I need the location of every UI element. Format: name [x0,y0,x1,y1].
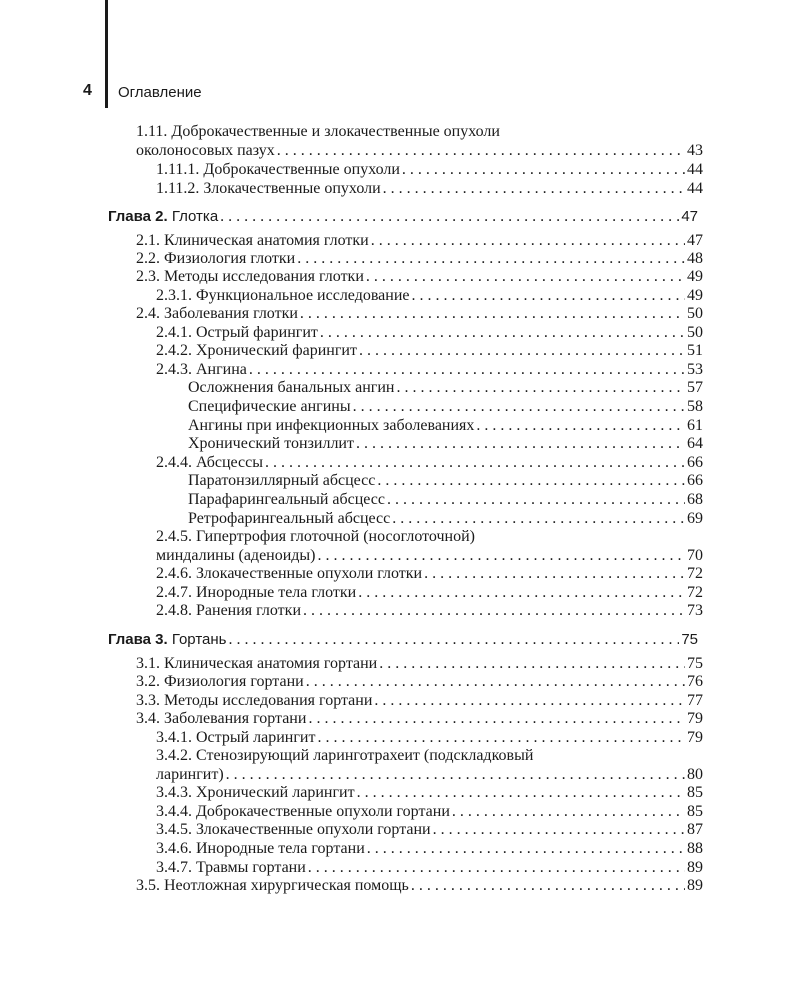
toc-entry[interactable]: Парафарингеальный абсцесс . . . 68 [188,490,703,509]
toc-entry[interactable]: Ретрофарингеальный абсцесс . . . 69 [188,509,703,528]
toc-entry[interactable]: Специфические ангины . . . 58 [188,397,703,416]
toc-entry[interactable]: 2.4.1. Острый фарингит . . . 50 [156,323,703,342]
toc-entry[interactable]: 2.1. Клиническая анатомия глотки . . . 47 [136,231,703,250]
toc-entry[interactable]: 3.4.7. Травмы гортани . . . 89 [156,858,703,877]
toc-entry[interactable]: 3.4.6. Инородные тела гортани . . . 88 [156,839,703,858]
toc-entry[interactable]: 3.4.4. Доброкачественные опухоли гортани . . . 85 [156,802,703,821]
toc-entry[interactable]: 3.2. Физиология гортани . . . 76 [136,672,703,691]
chapter-title: Глотка [171,208,219,225]
toc-entry[interactable]: околоносовых пазух . . . 43 [136,141,703,160]
toc-entry[interactable]: 3.1. Клиническая анатомия гортани . . . 75 [136,654,703,673]
toc-entry[interactable]: 3.4. Заболевания гортани . . . 79 [136,709,703,728]
toc-entry[interactable]: 3.5. Неотложная хирургическая помощь . . . 89 [136,876,703,895]
toc-entry-line1[interactable]: 1.11. Доброкачественные и злокачественные опухоли [136,123,500,140]
toc-entry[interactable]: 2.4.6. Злокачественные опухоли глотки . . . 72 [156,564,703,583]
toc-entry[interactable]: 2.4.2. Хронический фарингит . . . 51 [156,341,703,360]
toc-entry[interactable]: 2.4.4. Абсцессы . . . 66 [156,453,703,472]
toc-entry-line1[interactable]: 3.4.2. Стенозирующий ларинготрахеит (подскладковый [156,747,534,764]
chapter-label: Глава 2. [108,208,168,225]
toc-entry[interactable]: Паратонзиллярный абсцесс . . . 66 [188,471,703,490]
toc-entry[interactable]: 2.3.1. Функциональное исследование . . . 49 [156,286,703,305]
toc-entry[interactable]: миндалины (аденоиды) . . . 70 [156,546,703,565]
toc-chapter-2[interactable]: Глава 2. Глотка . . . 47 [108,207,698,226]
margin-rule [105,0,108,108]
toc-entry[interactable]: 2.2. Физиология глотки . . . 48 [136,249,703,268]
toc-entry[interactable]: 1.11.1. Доброкачественные опухоли . . . 44 [156,160,703,179]
toc-entry[interactable]: 1.11.2. Злокачественные опухоли . . . 44 [156,179,703,198]
toc-entry[interactable]: 3.4.3. Хронический ларингит . . . 85 [156,783,703,802]
toc-entry[interactable]: 3.3. Методы исследования гортани . . . 77 [136,691,703,710]
toc-entry[interactable]: 3.4.1. Острый ларингит . . . 79 [156,728,703,747]
toc-entry[interactable]: 2.3. Методы исследования глотки . . . 49 [136,267,703,286]
running-title: Оглавление [118,84,202,101]
page-number: 4 [83,82,92,99]
toc-entry[interactable]: 2.4.7. Инородные тела глотки . . . 72 [156,583,703,602]
toc-entry[interactable]: 2.4.8. Ранения глотки . . . 73 [156,601,703,620]
chapter-label: Глава 3. [108,631,168,648]
toc-entry[interactable]: Осложнения банальных ангин . . . 57 [188,378,703,397]
toc-entry[interactable]: Ангины при инфекционных заболеваниях . . . 61 [188,416,703,435]
toc-entry-line1[interactable]: 2.4.5. Гипертрофия глоточной (носоглоточной) [156,528,475,545]
toc-entry[interactable]: 2.4. Заболевания глотки . . . 50 [136,304,703,323]
toc-entry[interactable]: 2.4.3. Ангина . . . 53 [156,360,703,379]
chapter-title: Гортань [171,631,227,648]
toc-entry[interactable]: Хронический тонзиллит . . . 64 [188,434,703,453]
toc-chapter-3[interactable]: Глава 3. Гортань . . . 75 [108,630,698,649]
toc-entry[interactable]: 3.4.5. Злокачественные опухоли гортани . . . 87 [156,820,703,839]
toc-entry[interactable]: ларингит) . . . 80 [156,765,703,784]
